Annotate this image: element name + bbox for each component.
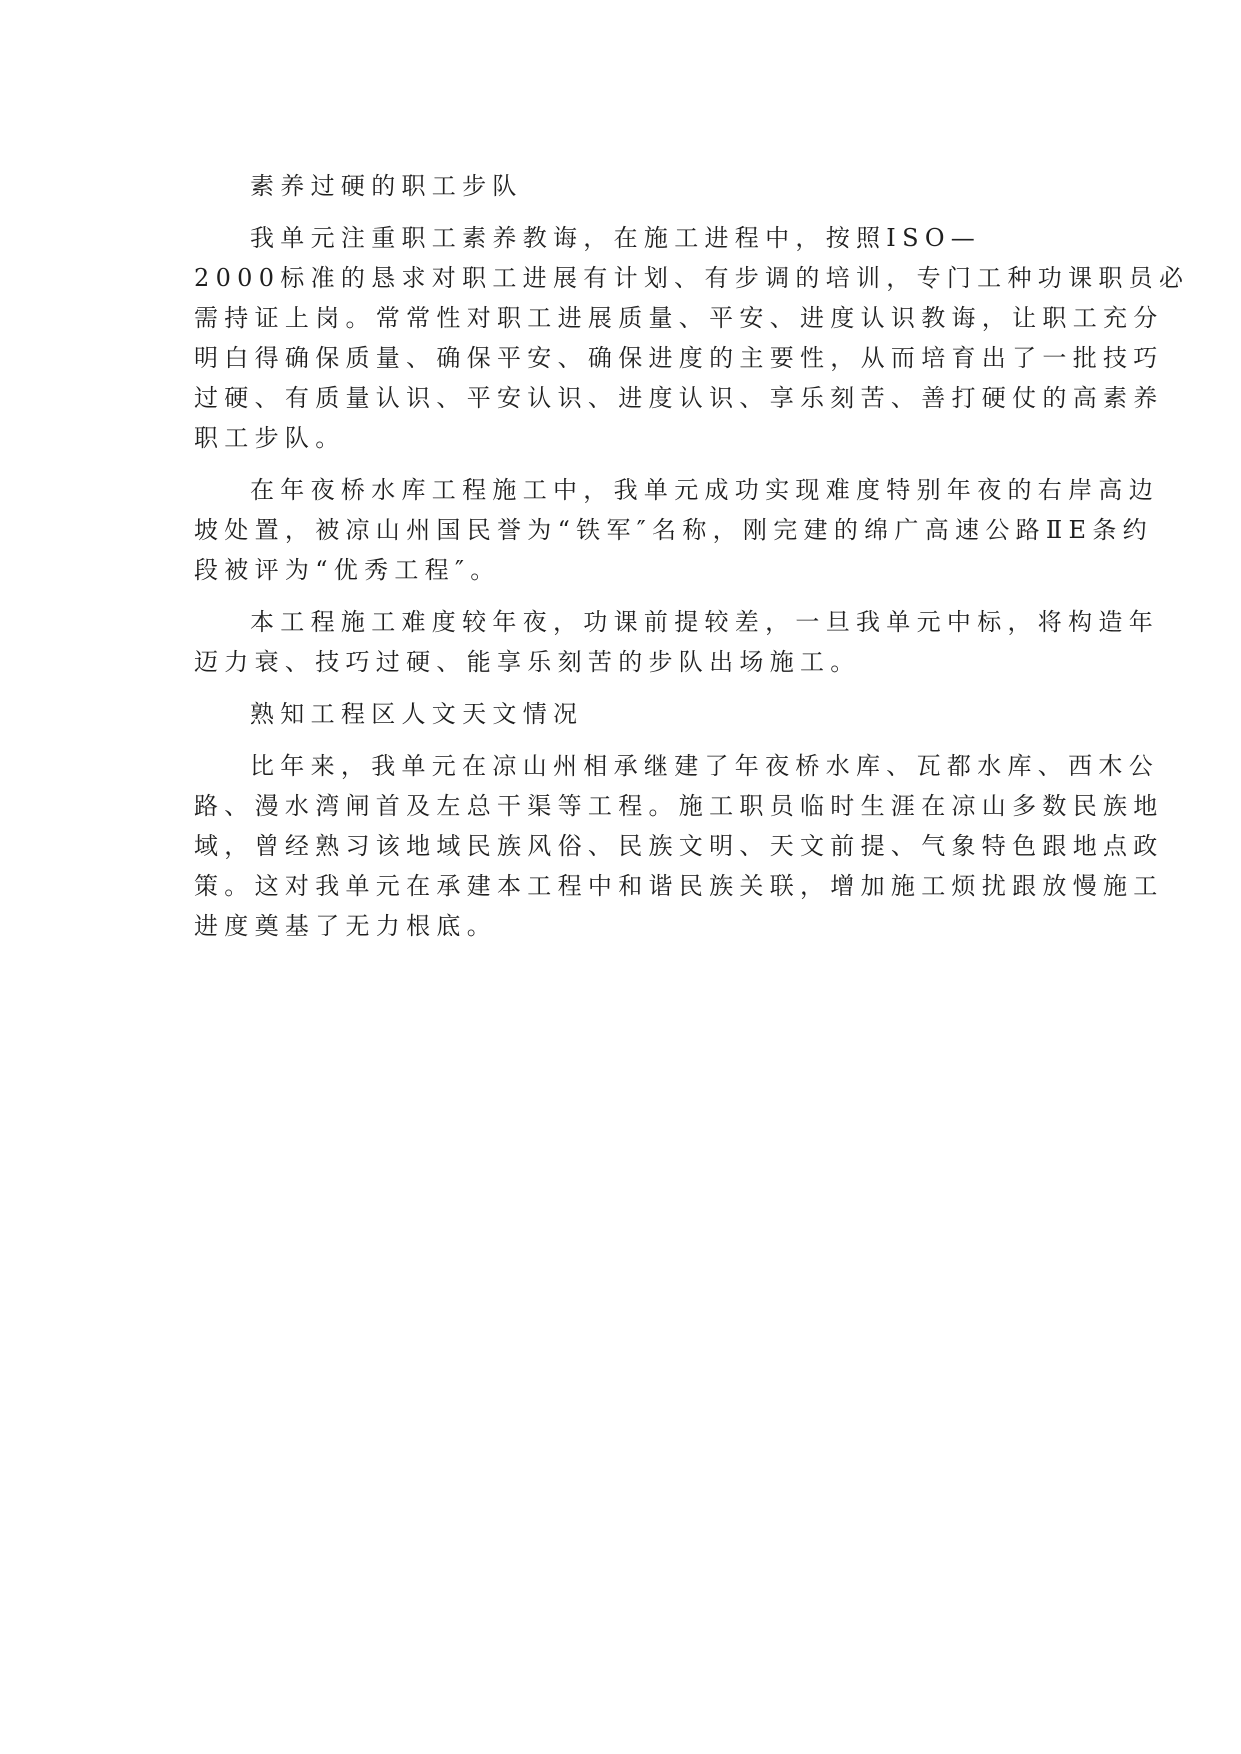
paragraph-line: 职工步队。 <box>194 424 346 452</box>
paragraph-local-experience <box>194 746 1164 946</box>
paragraph-line: 段被评为“优秀工程″。 <box>194 556 501 584</box>
paragraph-line: 在年夜桥水库工程施工中，我单元成功实现难度特别年夜的右岸高边 <box>250 476 1159 504</box>
paragraph-line: 过硬、有质量认识、平安认识、进度认识、享乐刻苦、善打硬仗的高素养 <box>194 384 1164 412</box>
paragraph-line: 2000标准的恳求对职工进展有计划、有步调的培训，专门工种功课职员必 <box>194 264 1190 292</box>
heading-local-conditions: 熟知工程区人文天文情况 <box>250 700 584 728</box>
paragraph-line: 迈力衰、技巧过硬、能享乐刻苦的步队出场施工。 <box>194 648 861 676</box>
heading-staff-quality: 素养过硬的职工步队 <box>250 172 523 200</box>
paragraph-line: 我单元注重职工素养教诲，在施工进程中，按照ISO— <box>250 224 982 252</box>
paragraph-line: 进度奠基了无力根底。 <box>194 912 497 940</box>
paragraph-project-achievements <box>194 470 1159 590</box>
paragraph-line: 比年来，我单元在凉山州相承继建了年夜桥水库、瓦都水库、西木公 <box>250 752 1159 780</box>
paragraph-line: 域，曾经熟习该地域民族风俗、民族文明、天文前提、气象特色跟地点政 <box>194 832 1164 860</box>
paragraph-line: 明白得确保质量、确保平安、确保进度的主要性，从而培育出了一批技巧 <box>194 344 1164 372</box>
paragraph-line: 本工程施工难度较年夜，功课前提较差，一旦我单元中标，将构造年 <box>250 608 1159 636</box>
paragraph-line: 坡处置，被凉山州国民誉为“铁军″名称，刚完建的绵广高速公路ⅡE条约 <box>194 516 1153 544</box>
paragraph-line: 策。这对我单元在承建本工程中和谐民族关联，增加施工烦扰跟放慢施工 <box>194 872 1164 900</box>
paragraph-staff-training <box>194 218 1190 458</box>
document-body <box>194 166 1190 946</box>
paragraph-line: 路、漫水湾闸首及左总干渠等工程。施工职员临时生涯在凉山多数民族地 <box>194 792 1164 820</box>
paragraph-line: 需持证上岗。常常性对职工进展质量、平安、进度认识教诲，让职工充分 <box>194 304 1164 332</box>
paragraph-construction-plan <box>194 602 1159 682</box>
